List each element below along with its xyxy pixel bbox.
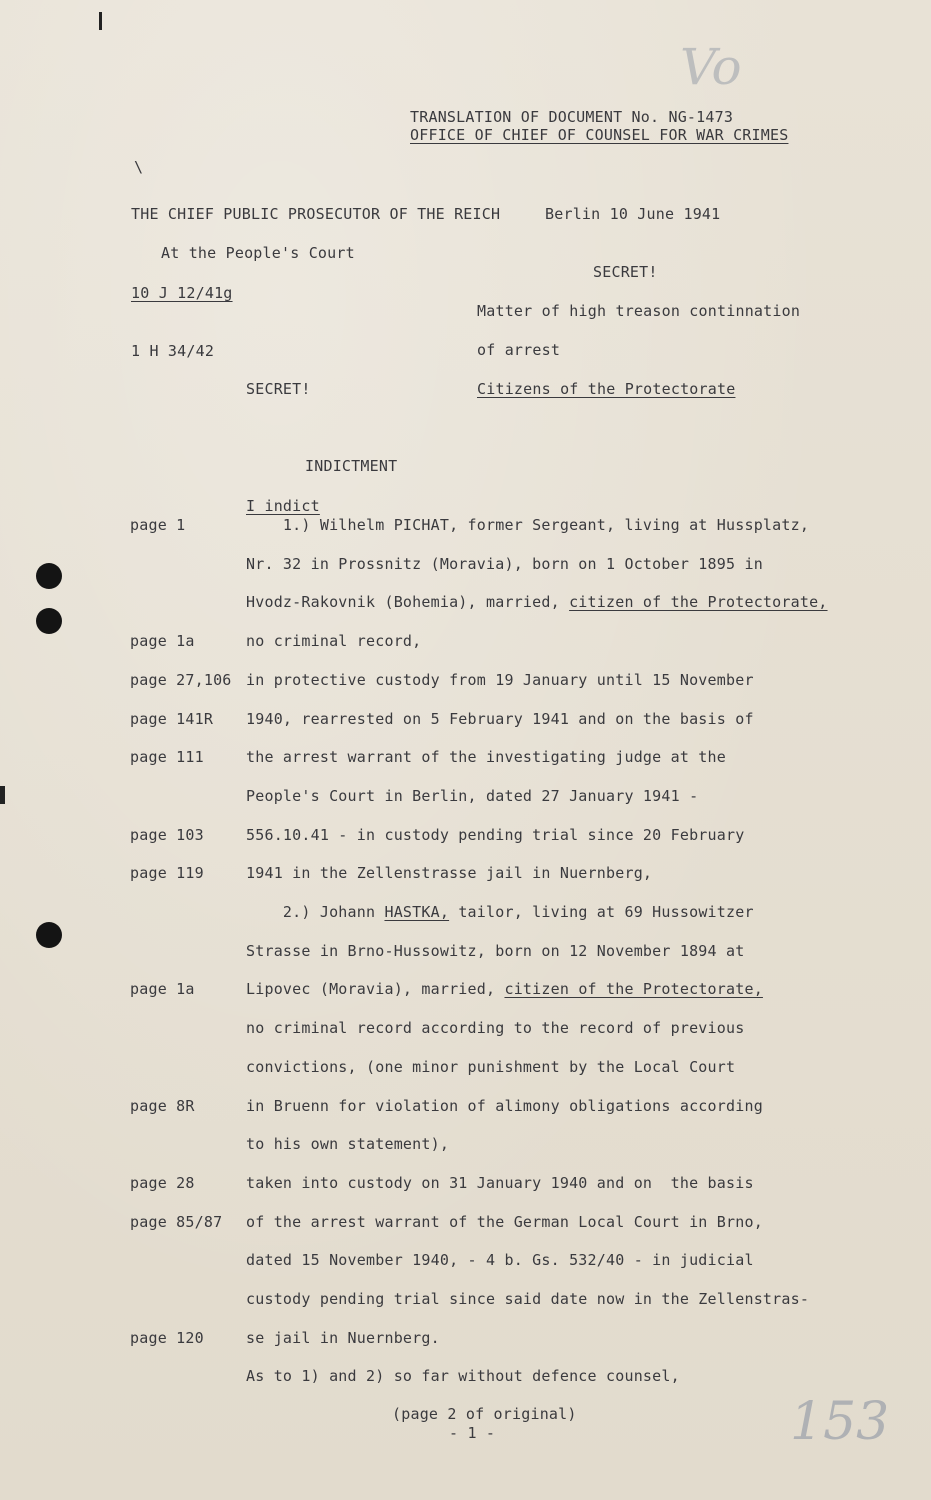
body-text: the arrest warrant of the investigating judge at the <box>246 748 726 766</box>
margin-page-ref: page 141R <box>130 710 214 728</box>
body-text: no criminal record according to the record of previous <box>246 1019 745 1037</box>
body-line <box>246 1019 744 1037</box>
punch-hole-middle <box>36 608 62 634</box>
margin-page-ref: page 1 <box>130 516 186 534</box>
margin-page-ref: page 119 <box>130 864 204 882</box>
margin-mark-top <box>99 12 102 30</box>
underlined-text: HASTKA, <box>384 903 450 921</box>
body-text: People's Court in Berlin, dated 27 January 1941 - <box>246 787 699 805</box>
original-page-note: (page 2 of original) <box>392 1405 577 1423</box>
body-line <box>246 671 754 689</box>
body-line <box>246 516 809 534</box>
margin-page-ref: page 103 <box>130 826 204 844</box>
court: At the People's Court <box>161 244 355 262</box>
margin-page-ref: page 8R <box>130 1097 195 1115</box>
margin-page-ref: page 1a <box>130 632 195 650</box>
punch-hole-bottom <box>36 922 62 948</box>
punch-hole-top <box>36 563 62 589</box>
margin-page-ref: page 1a <box>130 980 195 998</box>
handwritten-page-stamp: 153 <box>790 1392 890 1452</box>
office-line: OFFICE OF CHIEF OF COUNSEL FOR WAR CRIMES <box>410 126 789 144</box>
document-title: INDICTMENT <box>305 457 398 475</box>
secret-right: SECRET! <box>593 263 658 281</box>
margin-page-ref: page 120 <box>130 1329 204 1347</box>
matter-line-1: Matter of high treason continnation <box>477 302 801 320</box>
body-text: taken into custody on 31 January 1940 and on the basis <box>246 1174 754 1192</box>
matter-line-3: Citizens of the Protectorate <box>477 380 736 398</box>
body-text: Lipovec (Moravia), married, <box>246 980 505 998</box>
secret-left: SECRET! <box>246 380 311 398</box>
body-text: dated 15 November 1940, - 4 b. Gs. 532/40 - in judicial <box>246 1251 754 1269</box>
body-line <box>246 1174 754 1192</box>
body-line <box>246 710 754 728</box>
page-number: - 1 - <box>449 1424 496 1442</box>
margin-page-ref: page 111 <box>130 748 204 766</box>
body-text: 2.) Johann <box>246 903 385 921</box>
indict-heading: I indict <box>246 497 320 515</box>
body-text: Hvodz-Rakovnik (Bohemia), married, <box>246 593 570 611</box>
body-text: Nr. 32 in Prossnitz (Moravia), born on 1 October 1895 in <box>246 555 763 573</box>
body-text: of the arrest warrant of the German Local Court in Brno, <box>246 1213 763 1231</box>
body-line <box>246 632 421 650</box>
body-text: convictions, (one minor punishment by the Local Court <box>246 1058 736 1076</box>
body-text: Strasse in Brno-Hussowitz, born on 12 November 1894 at <box>246 942 745 960</box>
body-line <box>246 1213 763 1231</box>
body-text: in protective custody from 19 January until 15 November <box>246 671 754 689</box>
body-line <box>246 864 652 882</box>
body-line <box>246 1329 440 1347</box>
body-line <box>246 1251 754 1269</box>
body-line <box>246 555 763 573</box>
place-date: Berlin 10 June 1941 <box>545 205 721 223</box>
issuer: THE CHIEF PUBLIC PROSECUTOR OF THE REICH <box>131 205 501 223</box>
body-text: no criminal record, <box>246 632 422 650</box>
body-text: 1941 in the Zellenstrasse jail in Nuernberg, <box>246 864 653 882</box>
body-text: in Bruenn for violation of alimony obligations according <box>246 1097 763 1115</box>
body-line <box>246 593 828 611</box>
body-line <box>246 787 698 805</box>
body-text: se jail in Nuernberg. <box>246 1329 440 1347</box>
body-line <box>246 1058 735 1076</box>
margin-mark-left <box>0 786 5 804</box>
body-line <box>246 903 754 921</box>
margin-page-ref: page 27,106 <box>130 671 232 689</box>
body-text: 556.10.41 - in custody pending trial since 20 February <box>246 826 745 844</box>
body-line <box>246 748 726 766</box>
body-text: custody pending trial since said date now in the Zellenstras- <box>246 1290 810 1308</box>
handwritten-top-mark: Vo <box>680 38 742 96</box>
reference-1: 10 J 12/41g <box>131 284 233 302</box>
body-line <box>246 942 744 960</box>
reference-2: 1 H 34/42 <box>131 342 215 360</box>
underlined-text: citizen of the Protectorate, <box>569 593 828 611</box>
body-line <box>246 826 744 844</box>
margin-page-ref: page 85/87 <box>130 1213 223 1231</box>
body-line <box>246 1290 809 1308</box>
translation-line: TRANSLATION OF DOCUMENT No. NG-1473 <box>410 108 734 126</box>
body-line <box>246 1135 449 1153</box>
body-text: 1940, rearrested on 5 February 1941 and on the basis of <box>246 710 754 728</box>
body-line <box>246 1097 763 1115</box>
margin-page-ref: page 28 <box>130 1174 195 1192</box>
stray-mark: \ <box>134 158 144 176</box>
underlined-text: citizen of the Protectorate, <box>504 980 763 998</box>
body-text: 1.) Wilhelm PICHAT, former Sergeant, living at Hussplatz, <box>246 516 810 534</box>
matter-line-2: of arrest <box>477 341 561 359</box>
body-line <box>246 980 763 998</box>
body-text: As to 1) and 2) so far without defence counsel, <box>246 1367 680 1385</box>
body-text: to his own statement), <box>246 1135 450 1153</box>
body-text-after: tailor, living at 69 Hussowitzer <box>449 903 754 921</box>
body-line <box>246 1367 680 1385</box>
